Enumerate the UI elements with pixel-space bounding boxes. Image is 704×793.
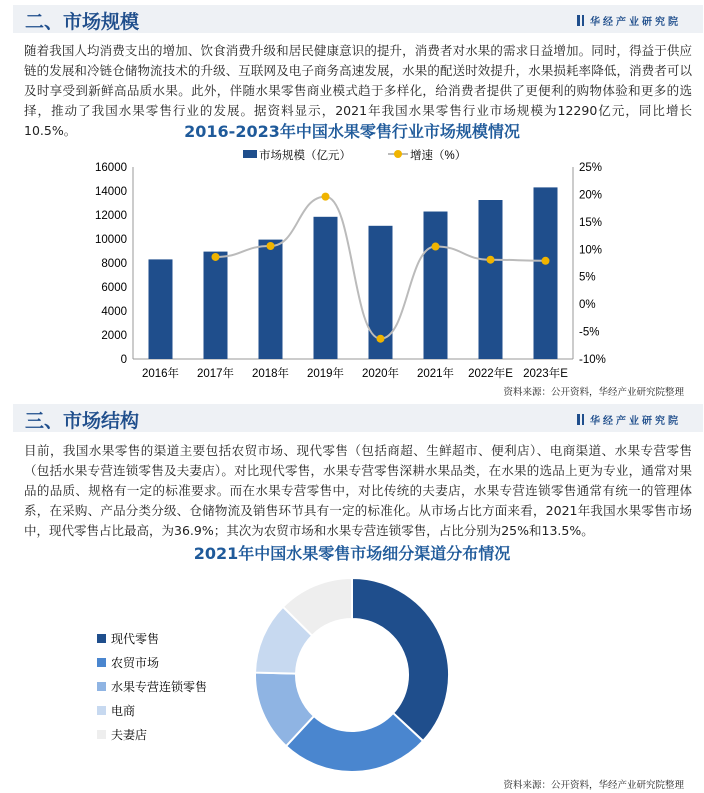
y2-tick-label: -10% — [579, 354, 606, 366]
bar — [259, 240, 283, 359]
donut-slice — [352, 578, 449, 741]
legend-swatch — [97, 730, 106, 739]
legend-bar-label: 市场规模（亿元） — [259, 150, 351, 162]
donut-chart-title: 2021年中国水果零售市场细分渠道分布情况 — [193, 544, 511, 563]
x-tick-label: 2017年 — [196, 368, 235, 380]
y-tick-label: 10000 — [95, 234, 127, 246]
brand-icon — [577, 414, 584, 425]
brand-logo — [577, 13, 681, 28]
y2-tick-label: -5% — [579, 326, 600, 339]
y2-tick-label: 15% — [579, 216, 603, 229]
growth-point — [377, 335, 385, 343]
x-tick-label: 2021年 — [416, 368, 455, 380]
section-header-market-size — [13, 5, 703, 33]
y-tick-label: 12000 — [95, 210, 127, 222]
bar — [149, 259, 173, 359]
x-tick-label: 2016年 — [141, 368, 180, 380]
section-title: 三、市场结构 — [25, 410, 140, 432]
brand-icon — [577, 15, 584, 26]
growth-point — [432, 243, 440, 251]
y-tick-label: 4000 — [101, 306, 127, 318]
y-tick-label: 2000 — [101, 330, 127, 342]
x-tick-label: 2022年E — [468, 368, 513, 380]
growth-point — [487, 256, 495, 264]
y2-tick-label: 5% — [579, 271, 596, 284]
y-tick-label: 16000 — [95, 162, 127, 174]
growth-point — [212, 253, 220, 261]
market-structure-paragraph: 目前，我国水果零售的渠道主要包括农贸市场、现代零售（包括商超、生鲜超市、便利店）、电商渠道、水果专营零售（包括水果专营连锁零售及夫妻店）。对比现代零售，水果专营零售深耕水果品类，在水果的选品上更为专业，通常对果品的品质、规格有一定的标准要求。而在水果专营零售中，对比传统的夫妻店，水果专营连锁零售通常有统一的管理体系，在采购、产品分类分级、仓储物流及销售环节具有一定的标准化。从市场占比方面来看，2021年我国水果零售市场中，现代零售占比最高，为36.9%；其次为农贸市场和水果专营连锁零售，占比分别为25%和13.5%。 — [24, 443, 692, 538]
y2-tick-label: 0% — [579, 299, 596, 312]
market-size-paragraph: 随着我国人均消费支出的增加、饮食消费升级和居民健康意识的提升，消费者对水果的需求日益增加。同时，得益于供应链的发展和冷链仓储物流技术的升级、互联网及电子商务高速发展，水果的配送时效提升，水果损耗率降低，消费者可以及时享受到新鲜高品质水果。此外，伴随水果零售商业模式趋于多样化，给消费者提供了更便利的购物体验和更多的选择，推动了我国水果零售行业的发展。据资料显示，2021年我国水果零售行业市场规模为12290亿元，同比增长10.5%。 — [24, 43, 692, 138]
y-tick-label: 8000 — [101, 258, 127, 270]
x-tick-label: 2023年E — [523, 368, 568, 380]
x-tick-label: 2018年 — [251, 368, 290, 380]
legend-label: 电商 — [111, 704, 136, 718]
legend-swatch — [97, 706, 106, 715]
legend-swatch — [97, 682, 106, 691]
brand-logo — [577, 412, 681, 427]
growth-point — [267, 242, 275, 250]
y2-tick-label: 25% — [579, 162, 603, 174]
section-title: 二、市场规模 — [25, 11, 140, 33]
legend-label: 水果专营连锁零售 — [111, 680, 208, 694]
growth-point — [542, 257, 550, 265]
y-tick-label: 14000 — [95, 186, 127, 198]
legend-label: 农贸市场 — [111, 656, 160, 670]
y-tick-label: 6000 — [101, 282, 127, 294]
channel-donut-chart — [0, 565, 704, 780]
x-tick-label: 2019年 — [306, 368, 345, 380]
legend-swatch — [97, 634, 106, 643]
x-tick-label: 2020年 — [361, 368, 400, 380]
chart-source: 资料来源：公开资料，华经产业研究院整理 — [503, 387, 684, 398]
legend-line-marker — [394, 150, 402, 158]
chart-source: 资料来源：公开资料，华经产业研究院整理 — [503, 780, 684, 791]
bar-chart-title: 2016-2023年中国水果零售行业市场规模情况 — [184, 122, 520, 141]
bar — [314, 217, 338, 359]
growth-point — [322, 193, 330, 201]
bar — [204, 252, 228, 359]
legend-label: 夫妻店 — [111, 728, 148, 742]
section-header-market-structure — [13, 404, 703, 432]
brand-name: 华经产业研究院 — [590, 17, 681, 28]
legend-swatch — [97, 658, 106, 667]
y2-tick-label: 10% — [579, 244, 603, 257]
legend-line-label: 增速（%） — [410, 150, 467, 162]
brand-name: 华经产业研究院 — [590, 416, 681, 427]
bar — [534, 187, 558, 359]
y2-tick-label: 20% — [579, 189, 603, 202]
legend-bar-swatch — [243, 150, 257, 158]
legend-label: 现代零售 — [111, 632, 160, 646]
bar — [424, 212, 448, 359]
market-size-chart — [0, 140, 704, 390]
y-tick-label: 0 — [120, 354, 127, 366]
bar — [479, 200, 503, 359]
